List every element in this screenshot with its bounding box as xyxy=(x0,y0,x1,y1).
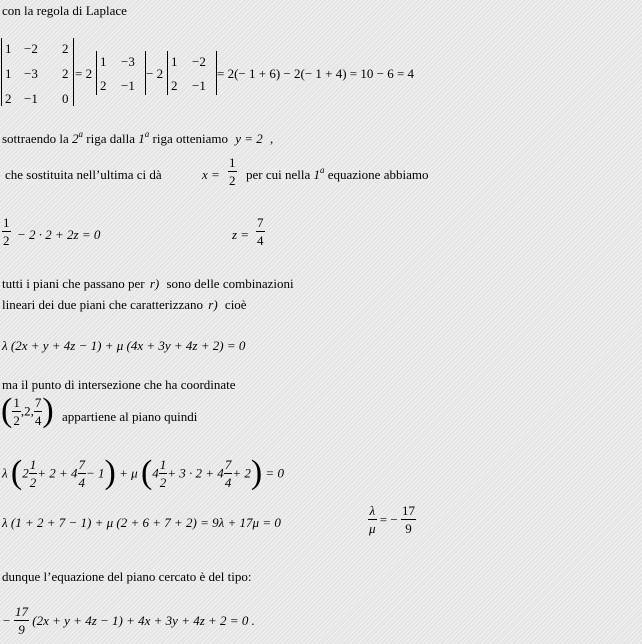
superscript: a xyxy=(78,129,84,139)
fraction-num: 1 xyxy=(29,456,37,472)
fraction-den: μ xyxy=(369,521,376,536)
equation-y: y = 2 xyxy=(235,131,263,146)
paren: ( xyxy=(1,392,13,429)
det-cell: −2 xyxy=(24,41,38,56)
expr: + 2 + 4 xyxy=(37,465,78,481)
text-part: tutti i piani che passano per xyxy=(2,276,145,291)
comma: , xyxy=(270,131,274,146)
det-cell: 2 xyxy=(5,91,12,106)
minus-sign: − xyxy=(2,613,11,628)
conclusion-text: dunque l’equazione del piano cercato è del tipo: xyxy=(2,569,252,584)
line-r: r) xyxy=(208,297,218,312)
fraction-num: λ xyxy=(369,503,376,518)
x-equals: x = xyxy=(202,167,220,182)
fraction-den: 2 xyxy=(3,233,10,248)
num: 1 xyxy=(138,131,145,146)
fraction-num: 1 xyxy=(3,215,10,230)
expr: = − xyxy=(379,512,398,527)
equation-z: − 2 · 2 + 2z = 0 xyxy=(17,227,101,242)
det-cell: 2 xyxy=(100,78,107,93)
num: 2 xyxy=(72,131,79,146)
z-equals: z = xyxy=(232,227,250,242)
det-cell: −1 xyxy=(192,78,206,93)
paren: ( xyxy=(10,454,23,491)
fraction-num: 7 xyxy=(257,215,264,230)
text-part: sottraendo la xyxy=(2,131,69,146)
fraction-den: 2 xyxy=(159,474,167,490)
fraction-den: 4 xyxy=(224,474,232,490)
fraction-num: 17 xyxy=(401,503,415,518)
expr: + 2 xyxy=(232,465,251,481)
paren: ( xyxy=(140,454,153,491)
intro-text: con la regola di Laplace xyxy=(2,3,127,18)
text-part: per cui nella xyxy=(246,167,311,182)
intersection-text: ma il punto di intersezione che ha coordinate xyxy=(2,377,236,392)
fraction-num: 1 xyxy=(229,155,236,170)
det-cell: 2 xyxy=(171,78,178,93)
det-cell: −1 xyxy=(24,91,38,106)
text-part: lineari dei due piani che caratterizzano xyxy=(2,297,204,312)
substitute-text: che sostituita nell’ultima ci dà xyxy=(5,167,162,182)
superscript: a xyxy=(144,129,150,139)
fraction-den: 4 xyxy=(78,474,86,490)
plane-pencil-equation: λ (2x + y + 4z − 1) + μ (4x + 3y + 4z + 2) = 0 xyxy=(2,338,246,353)
fraction-num: 17 xyxy=(15,604,29,619)
text-part: equazione abbiamo xyxy=(327,167,429,182)
expr: = 0 xyxy=(265,465,284,481)
fraction-den: 9 xyxy=(18,622,25,637)
expr: + μ xyxy=(119,465,138,481)
paren: ) xyxy=(104,454,116,491)
final-equation xyxy=(2,605,255,636)
fraction-den: 2 xyxy=(13,412,20,428)
determinant-3x3 xyxy=(1,38,74,106)
substituted-equation xyxy=(2,456,284,490)
planes-text-2 xyxy=(2,298,247,311)
fraction-seven-fourths xyxy=(256,216,265,247)
text-part: cioè xyxy=(224,297,247,312)
det-cell: −3 xyxy=(121,54,135,69)
fraction-den: 2 xyxy=(229,173,236,188)
text-part: riga otteniamo xyxy=(152,131,228,146)
fraction-den: 9 xyxy=(405,521,412,536)
point-sep: ,2, xyxy=(20,403,34,419)
determinant-2x2-b xyxy=(167,51,217,95)
det-cell: 1 xyxy=(171,54,178,69)
paren: ) xyxy=(250,454,263,491)
det-cell: −1 xyxy=(121,78,135,93)
det-cell: 1 xyxy=(5,66,12,81)
det-minus: − 2 xyxy=(146,66,164,81)
det-cell: 2 xyxy=(62,66,69,81)
text-part: riga dalla xyxy=(86,131,136,146)
substitute-text-2 xyxy=(246,165,429,182)
det-cell: 0 xyxy=(62,91,69,106)
det-cell: −2 xyxy=(192,54,206,69)
fraction-num: 7 xyxy=(224,456,232,472)
fraction-num: 7 xyxy=(78,456,86,472)
det-cell: 1 xyxy=(100,54,107,69)
fraction-half xyxy=(2,216,11,247)
det-cell: −3 xyxy=(24,66,38,81)
belongs-text: appartiene al piano quindi xyxy=(62,409,198,424)
det-equals: = 2 xyxy=(75,66,93,81)
fraction-den: 4 xyxy=(34,412,42,428)
determinant-2x2-a xyxy=(96,51,146,95)
line-r: r) xyxy=(149,276,160,291)
num: 4 xyxy=(152,465,159,481)
planes-text xyxy=(2,277,294,290)
intersection-point xyxy=(1,394,54,428)
fraction-num: 1 xyxy=(13,394,20,410)
paren: ) xyxy=(42,392,54,429)
expr: (2x + y + 4z − 1) + 4x + 3y + 4z + 2 = 0 . xyxy=(32,613,255,628)
num: 1 xyxy=(313,167,320,182)
expr: + 3 · 2 + 4 xyxy=(167,465,224,481)
det-result: = 2(− 1 + 6) − 2(− 1 + 4) = 10 − 6 = 4 xyxy=(217,66,415,81)
fraction-den: 2 xyxy=(29,474,37,490)
subtract-rows-text xyxy=(2,129,274,146)
num: 2 xyxy=(22,465,29,481)
lambda: λ xyxy=(2,465,8,481)
fraction-den: 4 xyxy=(257,233,264,248)
lambda-over-mu xyxy=(368,504,416,535)
fraction-half xyxy=(228,156,237,187)
fraction-num: 1 xyxy=(159,456,167,472)
det-cell: 2 xyxy=(62,41,69,56)
text-part: sono delle combinazioni xyxy=(166,276,294,291)
simplified-equation: λ (1 + 2 + 7 − 1) + μ (2 + 6 + 7 + 2) = 9λ + 17μ = 0 xyxy=(2,515,281,530)
expr: − 1 xyxy=(86,465,105,481)
superscript: a xyxy=(320,165,325,175)
fraction-num: 7 xyxy=(34,394,42,410)
det-cell: 1 xyxy=(5,41,12,56)
